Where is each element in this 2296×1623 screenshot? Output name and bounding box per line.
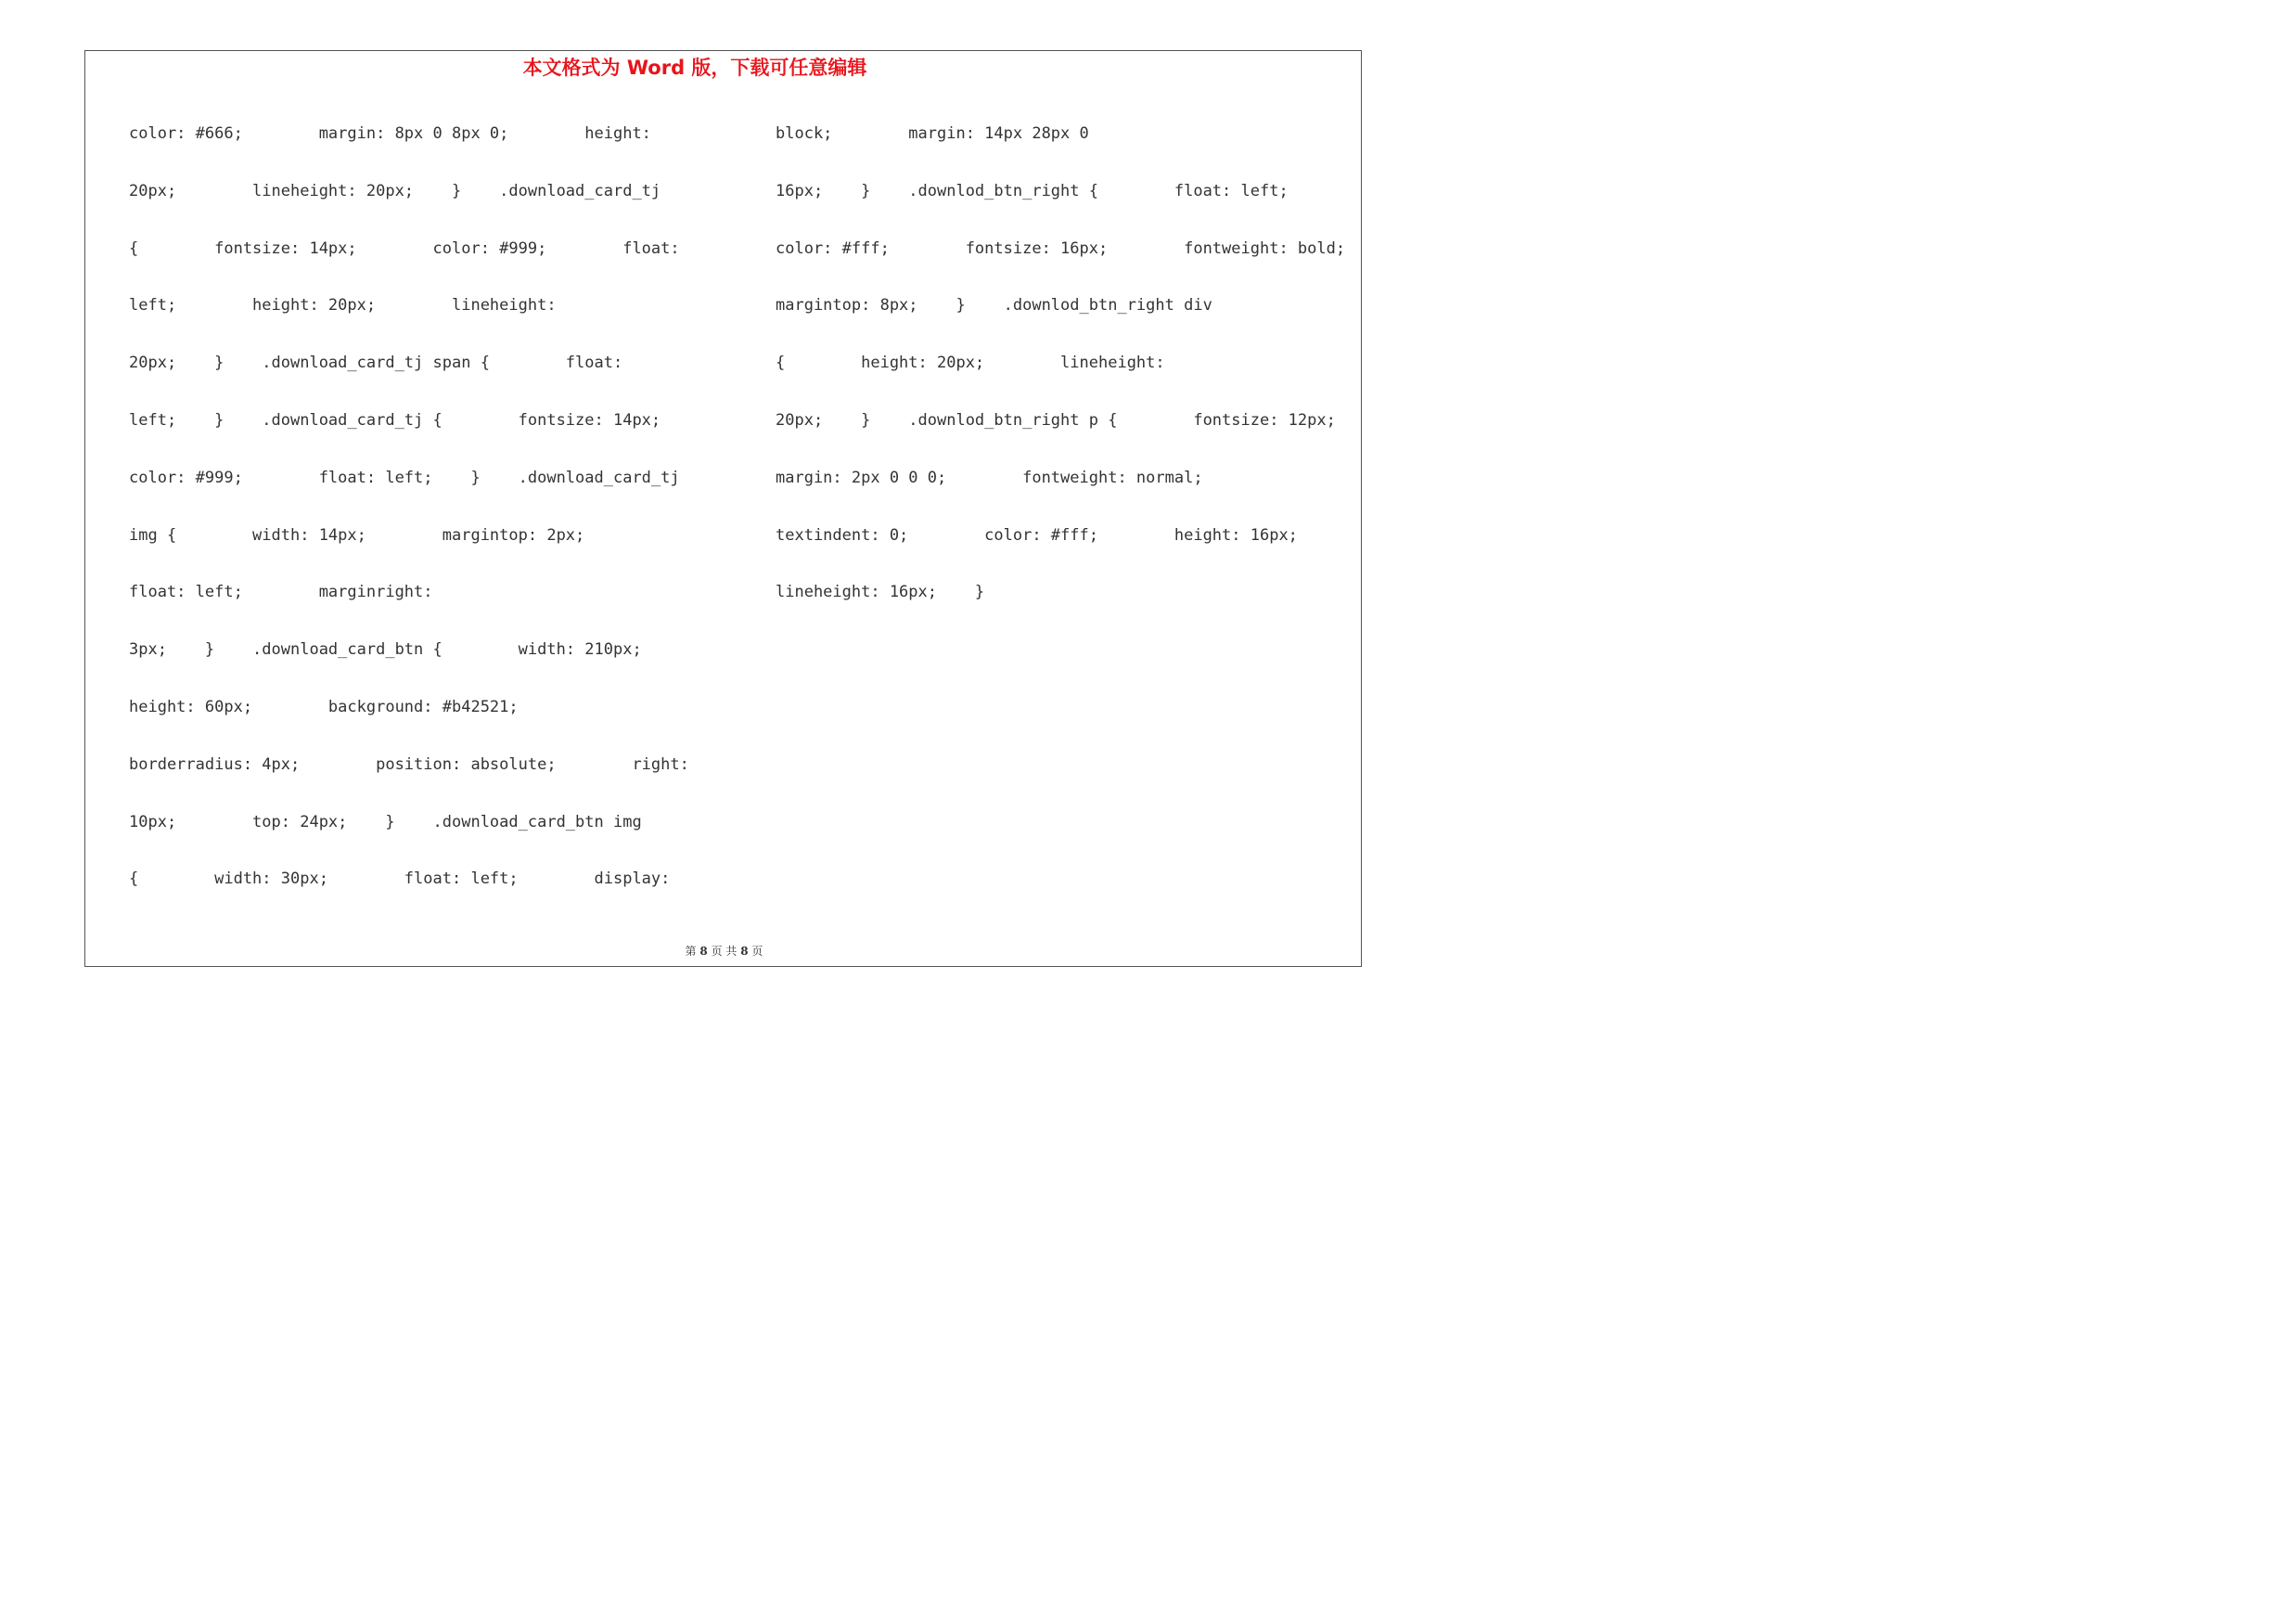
text-line: block; margin: 14px 28px 0 xyxy=(776,124,1089,143)
text-line: height: 60px; background: #b42521; xyxy=(129,697,519,716)
text-line: 10px; top: 24px; } .download_card_btn img xyxy=(129,812,642,831)
text-line: { width: 30px; float: left; display: xyxy=(129,869,671,889)
text-line: margintop: 8px; } .downlod_btn_right div xyxy=(776,296,1212,316)
text-line: float: left; marginright: xyxy=(129,583,433,602)
text-line: { fontsize: 14px; color: #999; float: xyxy=(129,238,680,258)
footer-prefix: 第 xyxy=(685,945,697,958)
text-line: 20px; } .download_card_tj span { float: xyxy=(129,354,623,373)
total-page-number: 8 xyxy=(740,945,749,958)
format-notice-banner: 本文格式为 Word 版，下载可任意编辑 xyxy=(522,57,867,79)
text-line: { height: 20px; lineheight: xyxy=(776,354,1165,373)
text-line: color: #fff; fontsize: 16px; fontweight: bold; xyxy=(776,238,1346,258)
page-number-footer xyxy=(0,943,1448,960)
text-line: borderradius: 4px; position: absolute; right: xyxy=(129,754,689,774)
text-line: img { width: 14px; margintop: 2px; xyxy=(129,525,585,545)
left-text-column xyxy=(129,121,689,923)
footer-suffix: 页 xyxy=(751,945,763,958)
text-line: 3px; } .download_card_btn { width: 210px; xyxy=(129,640,642,660)
text-line: 16px; } .downlod_btn_right { float: left; xyxy=(776,181,1289,200)
text-line: textindent: 0; color: #fff; height: 16px; xyxy=(776,525,1298,545)
text-line: lineheight: 16px; } xyxy=(776,583,985,602)
text-line: left; } .download_card_tj { fontsize: 14px; xyxy=(129,410,661,430)
text-line: 20px; } .downlod_btn_right p { fontsize: 12px; xyxy=(776,410,1336,430)
text-line: left; height: 20px; lineheight: xyxy=(129,296,557,316)
current-page-number: 8 xyxy=(699,945,708,958)
text-line: color: #999; float: left; } .download_card_tj xyxy=(129,468,680,487)
footer-middle: 页 共 xyxy=(711,945,738,958)
text-line: margin: 2px 0 0 0; fontweight: normal; xyxy=(776,468,1203,487)
text-line: color: #666; margin: 8px 0 8px 0; height: xyxy=(129,124,651,143)
right-text-column xyxy=(776,121,1345,637)
text-line: 20px; lineheight: 20px; } .download_card_tj xyxy=(129,181,661,200)
